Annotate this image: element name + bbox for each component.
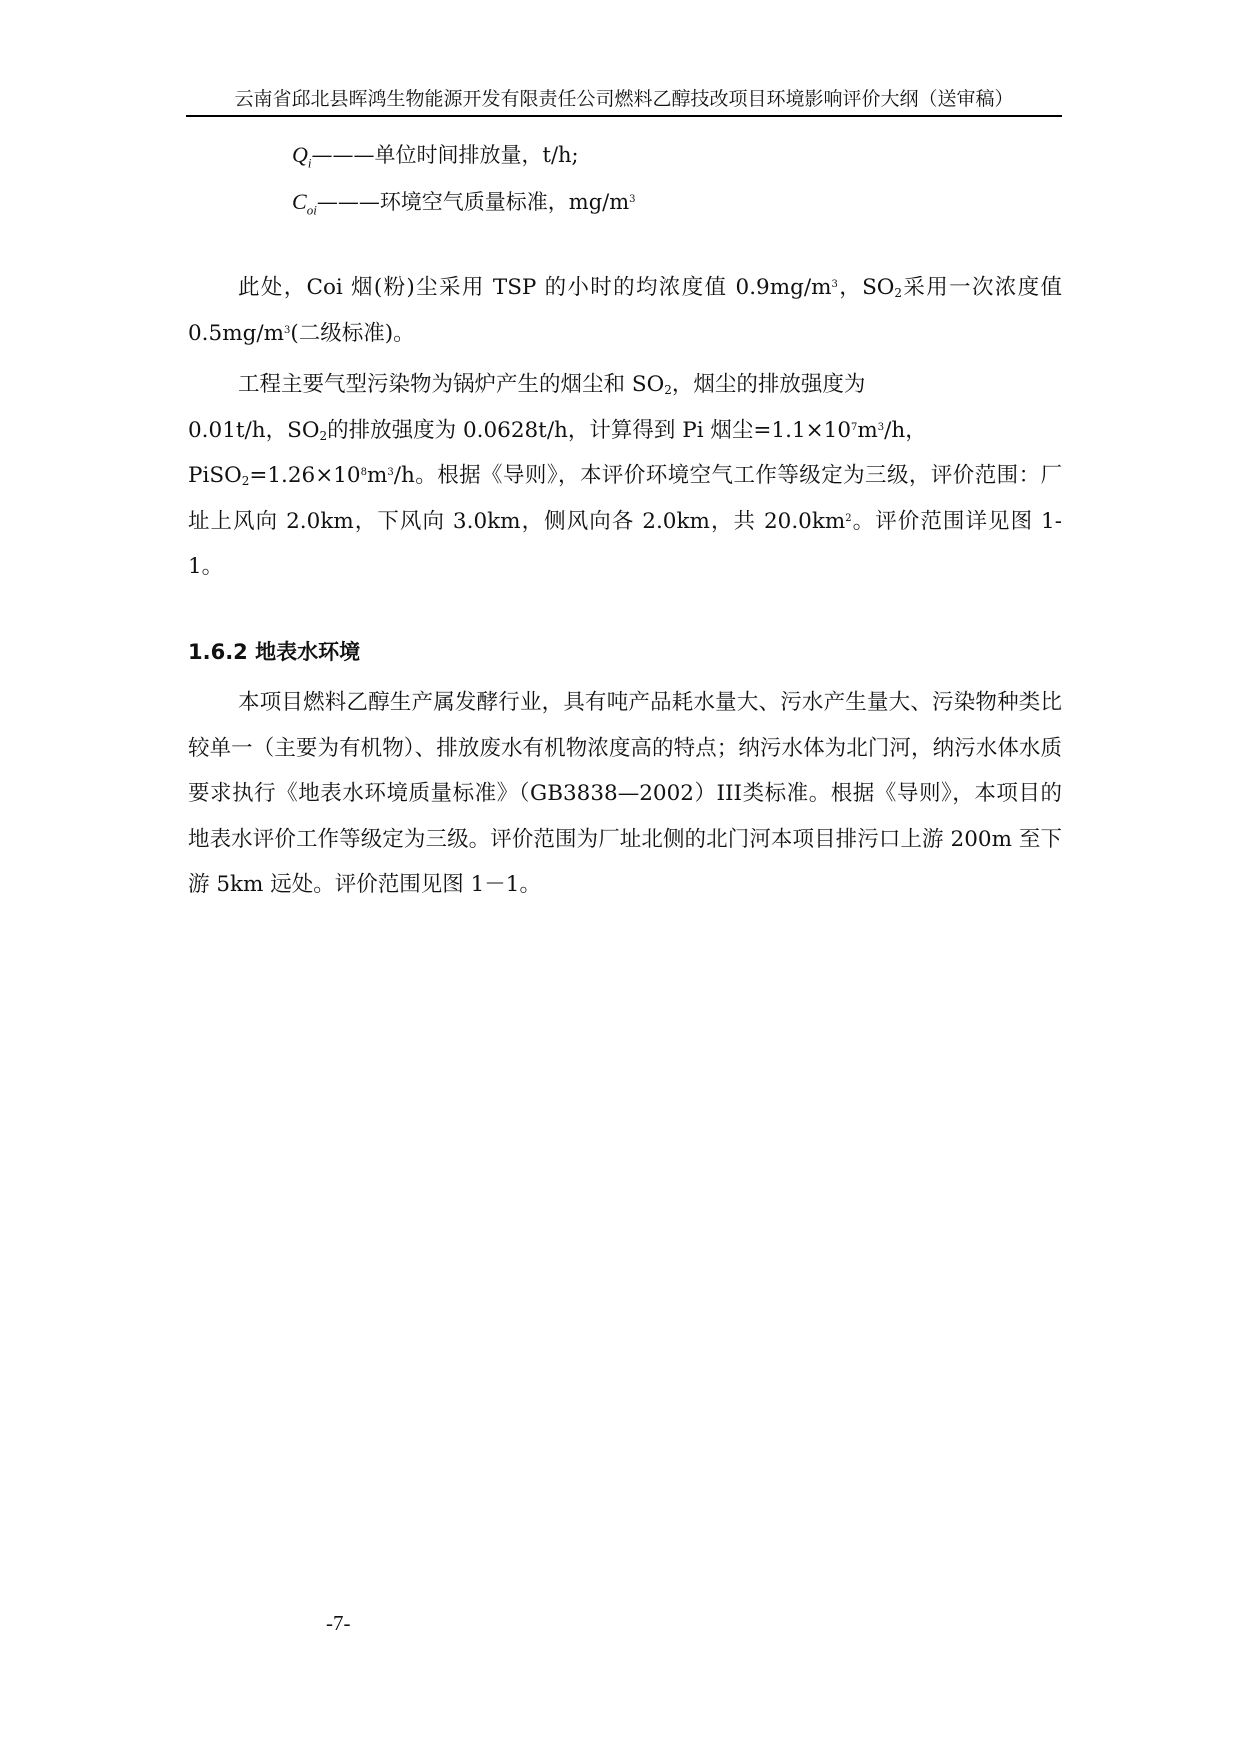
symbol-c: $C_{oi}$ bbox=[292, 189, 317, 218]
definition-c: $C_{oi}———$环境空气质量标准，$mg/m^3$ bbox=[292, 189, 636, 218]
definition-c-text: ———环境空气质量标准，mg/m bbox=[316, 190, 630, 214]
emissions-line-2: 0.01t/h，$SO_2$的排放强度为 0.0628t/h，计算得到 Pi 烟尘$=1.1\times 10^7m^3/h$， bbox=[188, 417, 927, 443]
emissions-line-3: $PiSO_2=1.26\times 10^8m^3/h$。根据《导则》，本评价环境空气工作等级定为三级，评价范围：厂址上风向 2.0km，下风向 3.0km，侧风向各 2.0km，共 $20.0km^2$。评价范围详见图 1-1。 bbox=[188, 463, 1062, 579]
page-number: -7- bbox=[326, 1611, 351, 1635]
section-heading: 1.6.2 地表水环境 bbox=[188, 640, 361, 664]
paragraph-surface-water: 本项目燃料乙醇生产属发酵行业，具有吨产品耗水量大、污水产生量大、污染物种类比较单一（主要为有机物）、排放废水有机物浓度高的特点；纳污水体为北门河，纳污水体水质要求执行《地表水环境质量标准》（GB3838—2002）III类标准。根据《导则》，本项目的地表水评价工作等级定为三级。评价范围为厂址北侧的北门河本项目排污口上游 200m 至下游 5km 远处。评价范围见图 1－1。 bbox=[188, 690, 1062, 897]
header-rule bbox=[186, 115, 1062, 117]
paragraph-tsp: 此处，Coi 烟(粉)尘采用 TSP 的小时的均浓度值 $0.9mg/m^3$，$SO_2$采用一次浓度值 $0.5mg/m^3$(二级标准)。 bbox=[188, 275, 1062, 346]
symbol-q: $Q_i$ bbox=[292, 142, 312, 171]
page-header: 云南省邱北县晖鸿生物能源开发有限责任公司燃料乙醇技改项目环境影响评价大纲（送审稿） bbox=[234, 88, 1014, 110]
definition-q-text: ———单位时间排放量，t/h; bbox=[311, 143, 579, 167]
emissions-line-1: 工程主要气型污染物为锅炉产生的烟尘和 $SO_2$，烟尘的排放强度为 bbox=[238, 372, 866, 397]
definition-q bbox=[292, 140, 579, 178]
paragraph-emissions bbox=[188, 362, 1062, 590]
